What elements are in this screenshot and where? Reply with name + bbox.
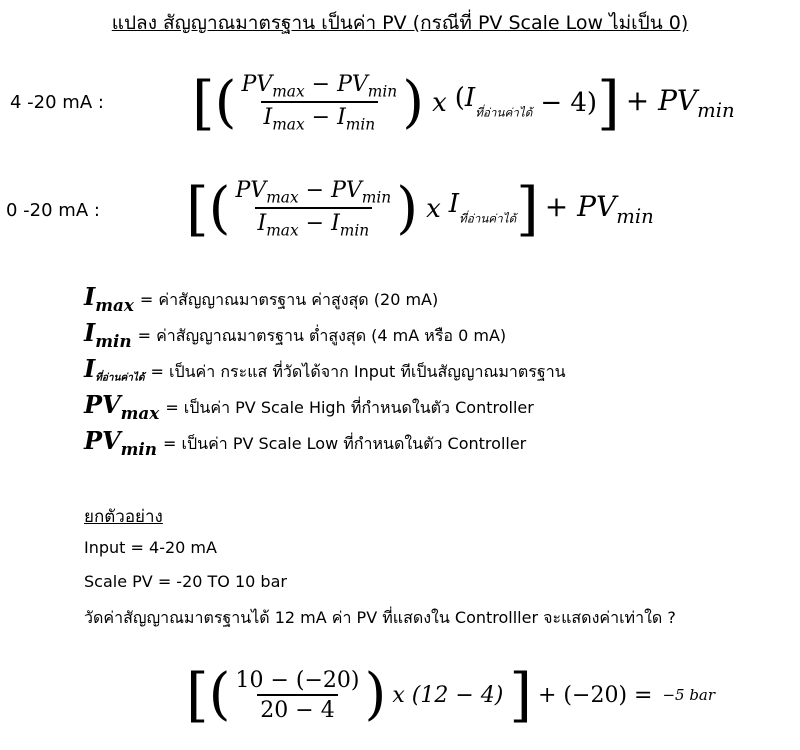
fraction-denominator: $I_{max} - I_{min}$ <box>261 101 379 133</box>
formula-4-20-label: 4 -20 mA : <box>10 92 104 113</box>
symbol: $PV_{max}$ <box>84 390 160 423</box>
plus-pvmin: + $PV_{min}$ <box>625 83 735 122</box>
definition-imin <box>84 318 566 354</box>
open-bracket: [ <box>192 68 215 137</box>
formula-0-20-fraction <box>233 178 395 240</box>
close-bracket: ] <box>597 68 620 137</box>
example-multiply: x (12 − 4) <box>392 682 504 708</box>
symbol: $I_{min}$ <box>84 318 132 351</box>
example-plus: + (−20) = <box>538 682 653 708</box>
formula-4-20-fraction <box>239 72 401 134</box>
reading-current: $I_{ที่อ่านค่าได้}$ <box>448 189 517 226</box>
multiply-sign: x <box>432 87 447 118</box>
definitions-list <box>84 282 566 462</box>
fraction-numerator: 10 − (−20) <box>235 667 360 693</box>
symbol: $I_{ที่อ่านค่าได้}$ <box>84 354 145 384</box>
page-title: แปลง สัญญาณมาตรฐาน เป็นค่า PV (กรณีที่ PV Scale Low ไม่เป็น 0) <box>111 12 689 34</box>
example-result: −5 bar <box>662 686 716 704</box>
plus-pvmin: + $PV_{min}$ <box>544 189 654 228</box>
definition-imax <box>84 282 566 318</box>
example-heading: ยกตัวอย่าง <box>84 507 163 527</box>
close-paren: ) <box>364 662 387 727</box>
fraction-denominator: 20 − 4 <box>257 694 337 723</box>
open-bracket: [ <box>186 174 209 243</box>
symbol: $I_{max}$ <box>84 282 134 315</box>
open-paren: ( <box>214 69 237 135</box>
close-bracket: ] <box>516 174 539 243</box>
fraction-denominator: $I_{max} - I_{min}$ <box>255 207 373 239</box>
fraction-numerator: $PV_{max} - PV_{min}$ <box>241 72 398 101</box>
definition-pvmax <box>84 390 566 426</box>
example-question: วัดค่าสัญญาณมาตรฐานได้ 12 mA ค่า PV ที่แสดงใน Controlller จะแสดงค่าเท่าใด ? <box>84 608 676 627</box>
definition-text: = ค่าสัญญาณมาตรฐาน ค่าสูงสุด (20 mA) <box>139 290 439 309</box>
definition-pvmin <box>84 426 566 462</box>
symbol: $PV_{min}$ <box>84 426 158 459</box>
example-calculation <box>186 661 716 729</box>
formula-4-20 <box>192 68 735 137</box>
close-paren: ) <box>396 175 419 241</box>
definition-text: = เป็นค่า กระแส ที่วัดได้จาก Input ทีเป็นสัญญาณมาตรฐาน <box>150 362 566 381</box>
example-scale: Scale PV = -20 TO 10 bar <box>84 572 287 591</box>
reading-current: ($I_{ที่อ่านค่าได้}$ <box>454 83 533 120</box>
open-bracket: [ <box>186 661 209 729</box>
formula-0-20-label: 0 -20 mA : <box>6 200 100 221</box>
example-fraction <box>233 668 363 723</box>
fraction-numerator: $PV_{max} - PV_{min}$ <box>235 178 392 207</box>
definition-text: = เป็นค่า PV Scale Low ที่กำหนดในตัว Controller <box>163 434 527 453</box>
multiply-sign: x <box>426 193 441 224</box>
minus-four: − 4) <box>540 87 598 118</box>
example-input: Input = 4-20 mA <box>84 538 217 557</box>
definition-ireading <box>84 354 566 390</box>
open-paren: ( <box>208 662 231 727</box>
formula-0-20 <box>186 174 654 243</box>
open-paren: ( <box>208 175 231 241</box>
definition-text: = เป็นค่า PV Scale High ที่กำหนดในตัว Controller <box>165 398 534 417</box>
close-paren: ) <box>402 69 425 135</box>
definition-text: = ค่าสัญญาณมาตรฐาน ต่ำสูงสุด (4 mA หรือ 0 mA) <box>137 326 507 345</box>
close-bracket: ] <box>509 661 532 729</box>
